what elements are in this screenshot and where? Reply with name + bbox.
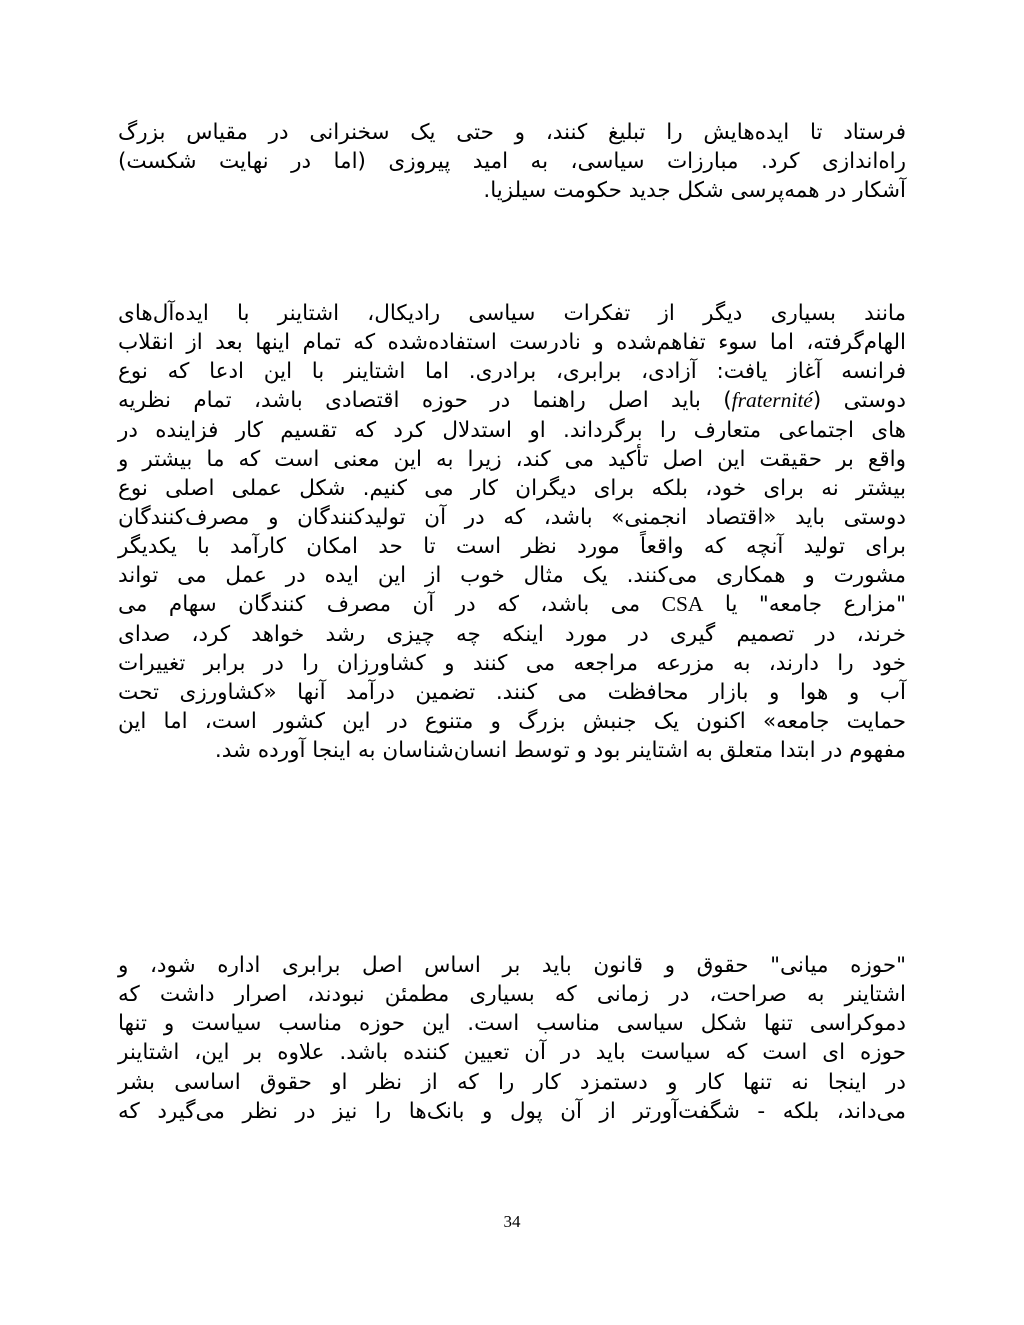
paragraph-1	[118, 118, 906, 205]
paragraph-line: فرانسه آغاز یافت: آزادی، برابری، برادری. اما اشتاینر با این ادعا که نوع	[118, 359, 906, 385]
paragraph-line	[118, 590, 906, 619]
paragraph-line: برای تولید آنچه که واقعاً مورد نظر است تا حد امکان کارآمد با یکدیگر	[118, 534, 906, 560]
paragraph-line: اشتاینر به صراحت، در زمانی که بسیاری مطمئن نبودند، اصرار داشت که	[118, 982, 906, 1008]
page-number: 34	[503, 1212, 521, 1231]
paragraph-line: می‌داند، بلکه - شگفت‌آورتر از آن پول و بانک‌ها را نیز در نظر می‌گیرد که	[118, 1098, 906, 1124]
paragraph-line: های اجتماعی متعارف را برگرداند. او استدلال کرد که تقسیم کار فزاینده در	[118, 417, 906, 443]
paragraph-line: خود را دارند، به مزرعه مراجعه می کنند و کشاورزان را در برابر تغییرات	[118, 650, 906, 676]
paragraph-line: حوزه ای است که سیاست باید در آن تعیین کننده باشد. علاوه بر این، اشتاینر	[118, 1040, 906, 1066]
paragraph-line: راه‌اندازی کرد. مبارزات سیاسی، به امید پیروزی (اما در نهایت شکست)	[118, 149, 906, 175]
paragraph-3	[118, 951, 906, 1126]
paragraph-line: مفهوم در ابتدا متعلق به اشتاینر بود و توسط انسان‌شناسان به اینجا آورده شد.	[214, 738, 906, 764]
paragraph-line: آشکار در همه‌پرسی شکل جدید حکومت سیلزیا.	[483, 178, 906, 204]
term-csa: CSA	[661, 592, 704, 617]
line-text-after-term: می باشد، که در آن مصرف کنندگان سهام می	[118, 592, 662, 618]
paragraph-line: "حوزه میانی" حقوق و قانون باید بر اساس اصل برابری اداره شود، و	[118, 953, 906, 978]
paragraph-line: واقع بر حقیقت این اصل تأکید می کند، زیرا به این معنی است که ما بیشتر و	[118, 446, 906, 472]
paragraph-line: فرستاد تا ایده‌هایش را تبلیغ کنند، و حتی یک سخنرانی در مقیاس بزرگ	[118, 120, 906, 145]
paragraph-line: حمایت جامعه» اکنون یک جنبش بزرگ و متنوع در این کشور است، اما این	[118, 708, 906, 734]
line-text-after-term: ) باید اصل راهنما در حوزه اقتصادی باشد، تمام نظریه	[118, 388, 732, 414]
paragraph-line: دوستی باید «اقتصاد انجمنی» باشد، که در آن تولیدکنندگان و مصرف‌کنندگان	[118, 504, 906, 530]
paragraph-line: خرند، در تصمیم گیری در مورد اینکه چه چیزی رشد خواهد کرد، صدای	[118, 621, 906, 647]
paragraph-line: دموکراسی تنها شکل سیاسی مناسب است. این حوزه مناسب سیاست و تنها	[118, 1011, 906, 1037]
paragraph-line: مشورت و همکاری می‌کنند. یک مثال خوب از این ایده در عمل می تواند	[118, 563, 906, 589]
line-text-before-term: دوستی (	[812, 388, 906, 414]
paragraph-line: الهام‌گرفته، اما سوء تفاهم‌شده و نادرست استفاده‌شده که تمام اینها بعد از انقلاب	[118, 330, 906, 356]
paragraph-line: بیشتر نه برای خود، بلکه برای دیگران کار می کنیم. شکل عملی اصلی نوع	[118, 475, 906, 501]
paragraph-line: در اینجا نه تنها کار و دستمزد کار را که از نظر او حقوق اساسی بشر	[118, 1069, 906, 1095]
paragraph-line: آب و هوا و بازار محافظت می کنند. تضمین درآمد آنها «کشاورزی تحت	[118, 679, 906, 705]
paragraph-line: مانند بسیاری دیگر از تفکرات سیاسی رادیکال، اشتاینر با ایده‌آل‌های	[118, 301, 906, 326]
line-text-before-term: "مزارع جامعه" یا	[703, 592, 907, 618]
paragraph-line	[118, 386, 906, 415]
italic-term-fraternite: fraternité	[731, 388, 813, 413]
paragraph-2	[118, 299, 906, 765]
